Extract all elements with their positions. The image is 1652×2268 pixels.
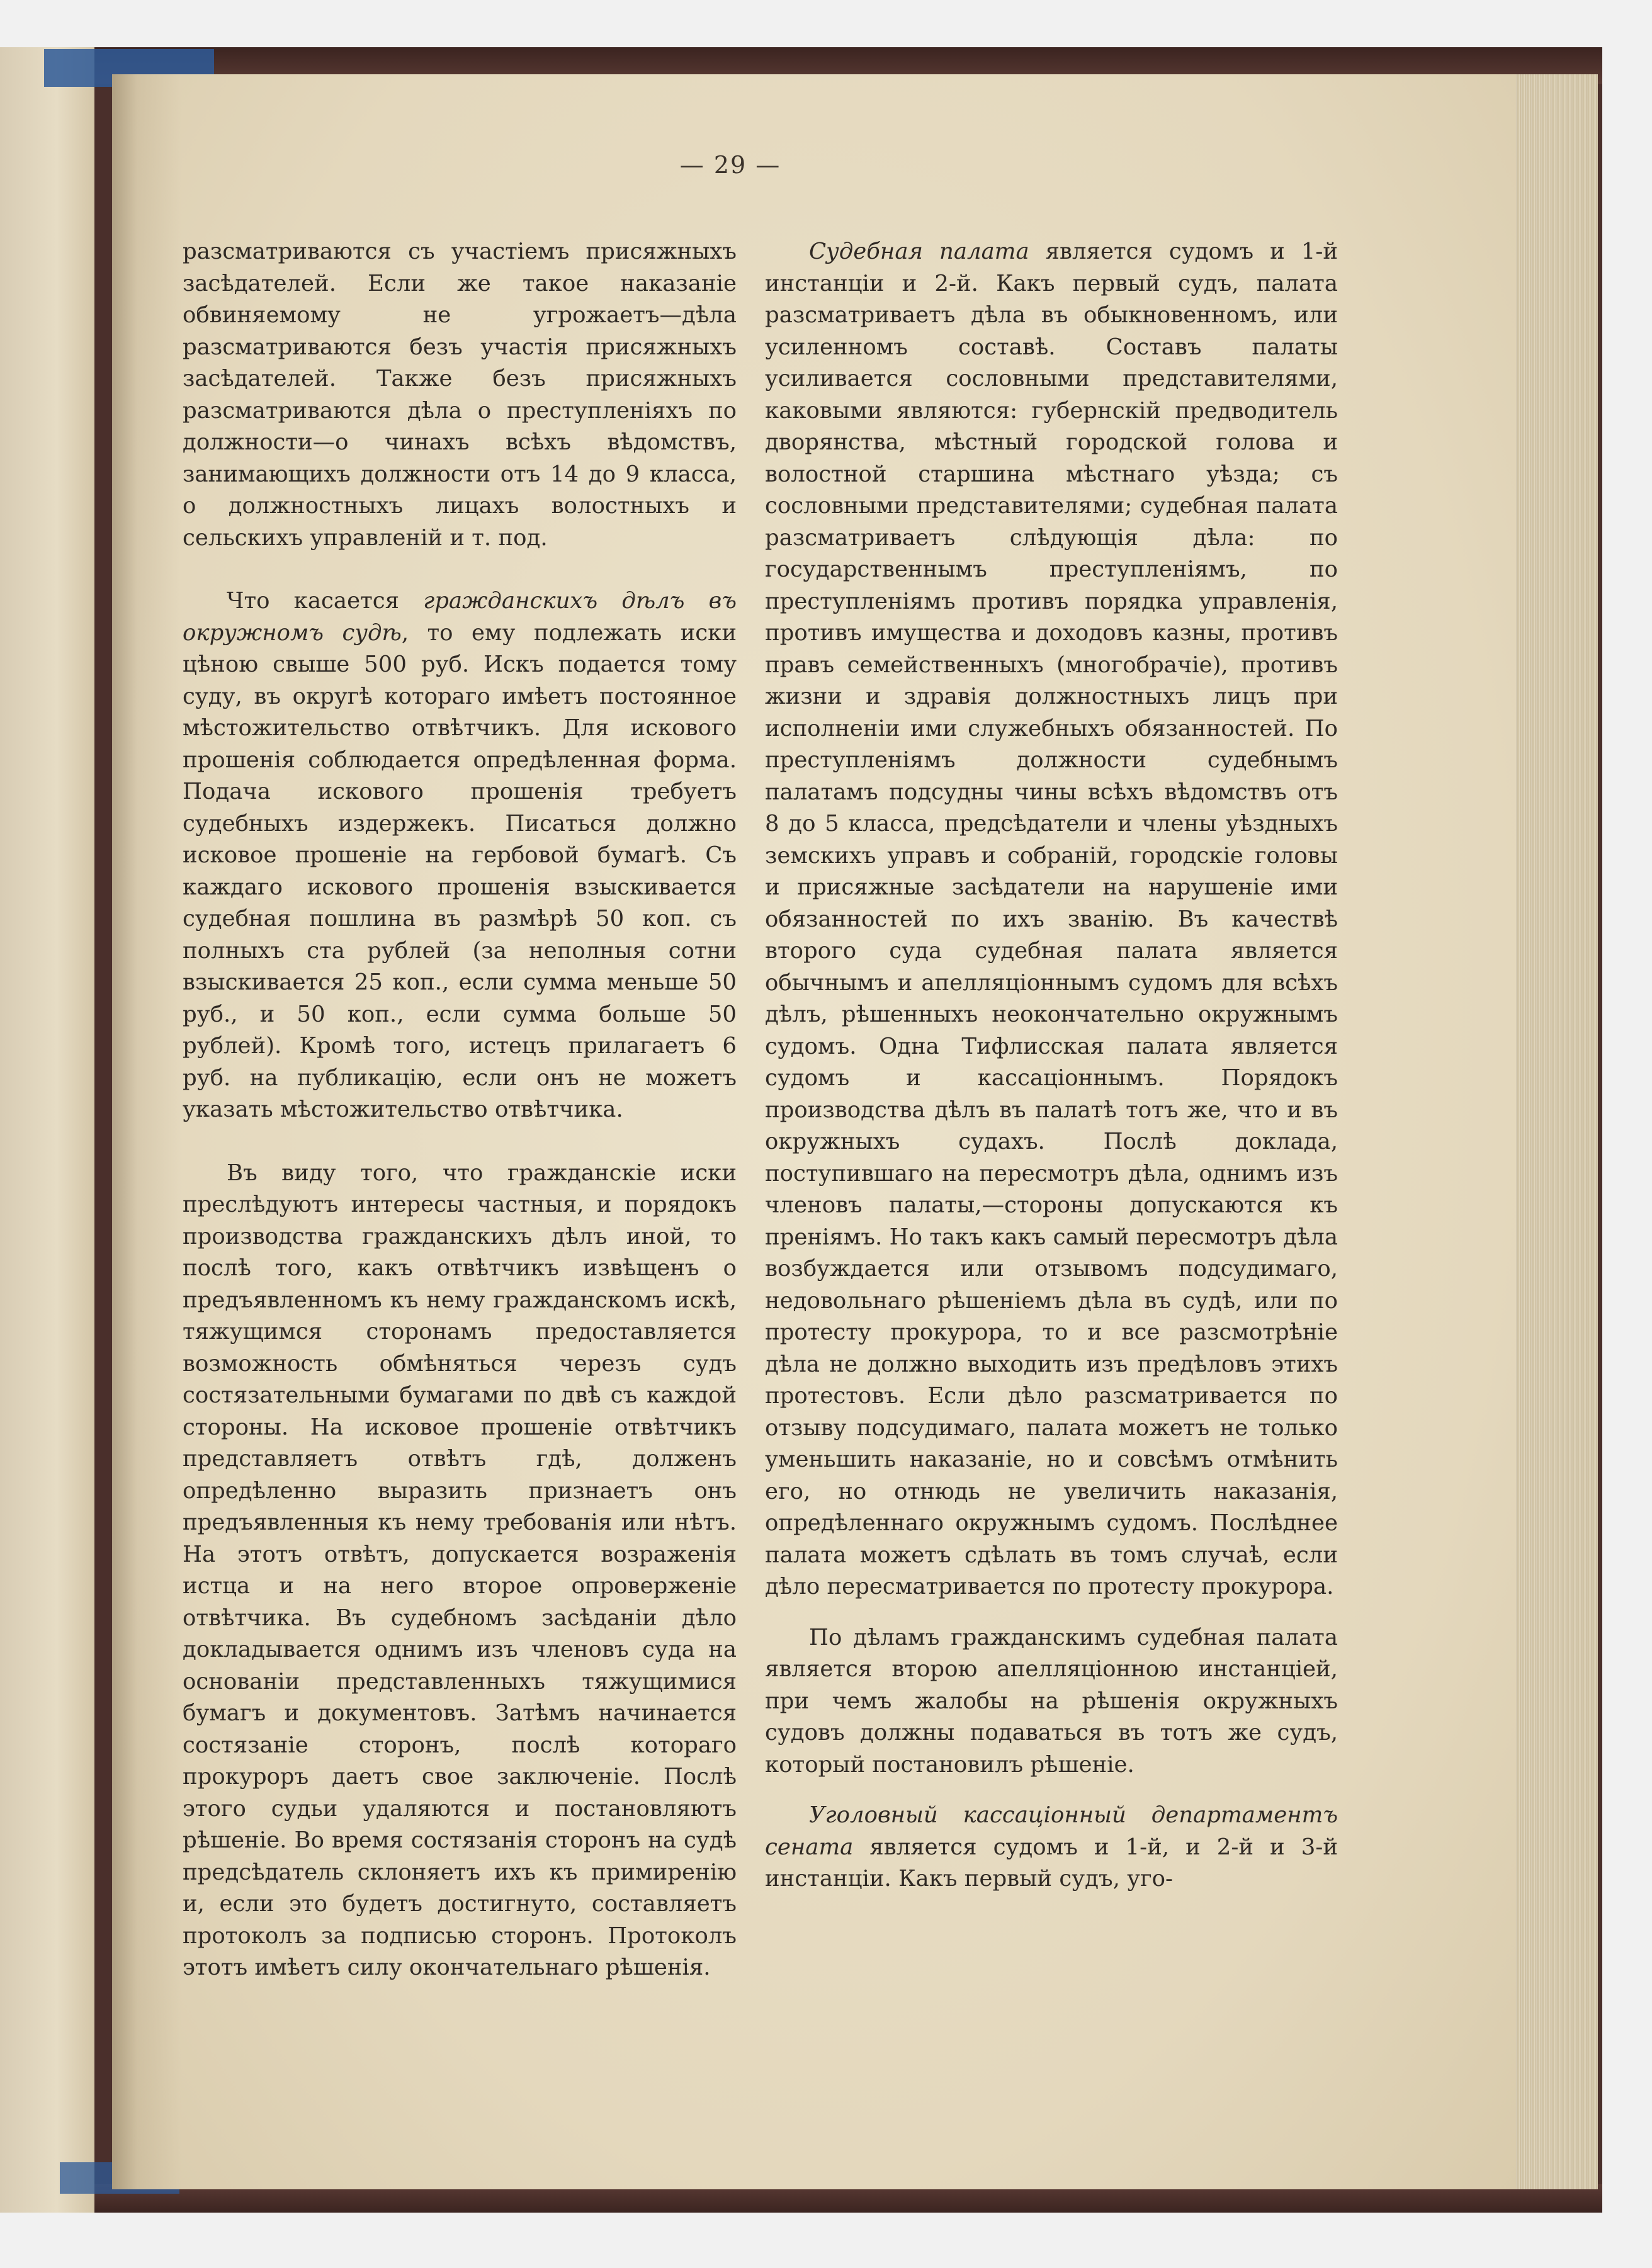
page-stack-edges	[1516, 74, 1598, 2189]
italic-term: Судебная палата	[809, 239, 1029, 264]
paragraph: разсматриваются съ участіемъ присяжныхъ засѣдателей. Если же такое наказаніе обвиняемому не угрожаетъ—дѣла разсматриваются безъ участія присяжныхъ засѣдателей. Также безъ присяжныхъ разсматриваются дѣла о преступленіяхъ по должности—о чинахъ всѣхъ вѣдомствъ, занимающихъ должности отъ 14 до 9 класса, о должностныхъ лицахъ волостныхъ и сельскихъ управленій и т. под.	[183, 239, 737, 551]
paragraph	[183, 585, 737, 1126]
paragraph-lead: Что касается	[227, 588, 424, 614]
paragraph-text: , то ему подлежать иски цѣною свыше 500 руб. Искъ подается тому суду, въ округѣ котораго имѣетъ постоянное мѣстожительство отвѣтчикъ. Для искового прошенія соблюдается опредѣленная форма. Подача искового прошенія требуетъ судебныхъ издержекъ. Писаться должно исковое прошеніе на гербовой бумагѣ. Съ каждаго искового прошенія взыскивается судебная пошлина въ размѣрѣ 50 коп. съ полныхъ ста рублей (за неполныя сотни взыскивается 25 коп., если сумма меньше 50 руб., и 50 коп., если сумма больше 50 рублей). Кромѣ того, истецъ прилагаетъ 6 руб. на публикацію, если онъ не можетъ указать мѣстожительство отвѣтчика.	[183, 619, 737, 1122]
paragraph	[765, 236, 1338, 1603]
page-number: — 29 —	[679, 151, 781, 179]
paragraph	[765, 1800, 1338, 1895]
paragraph: Въ виду того, что гражданскіе иски преслѣдуютъ интересы частныя, и порядокъ производства гражданскихъ дѣлъ иной, то послѣ того, какъ отвѣтчикъ извѣщенъ о предъявленномъ къ нему гражданскомъ искѣ, тяжущимся сторонамъ предоставляется возможность обмѣняться черезъ судъ состязательными бумагами по двѣ съ каждой стороны. На исковое прошеніе отвѣтчикъ представляетъ отвѣтъ гдѣ, долженъ опредѣленно выразить признаетъ онъ предъявленныя къ нему требованія или нѣтъ. На этотъ отвѣтъ, допускается возраженія истца и на него второе опроверженіе отвѣтчика. Въ судебномъ засѣданіи дѣло докладывается однимъ изъ членовъ суда на основаніи представленныхъ тяжущимися бумагъ и документовъ. Затѣмъ начинается состязаніе сторонъ, послѣ котораго прокуроръ даетъ свое заключеніе. Послѣ этого судьи удаляются и постановляютъ рѣшеніе. Во время состязанія сторонъ на судѣ предсѣдатель склоняетъ ихъ къ примиренію и, если это будетъ достигнуто, составляетъ протоколъ за подписью сторонъ. Протоколъ этотъ имѣетъ силу окончательнаго рѣшенія.	[183, 1159, 737, 1980]
paragraph-text: является судомъ и 1-й, и 2-й и 3-й инстанціи. Какъ первый судъ, уго-	[765, 1834, 1338, 1892]
left-text-column	[183, 236, 737, 1984]
paragraph-text: является судомъ и 1-й инстанціи и 2-й. Какъ первый судъ, палата разсматриваетъ дѣла въ обыкновенномъ, или усиленномъ составѣ. Составъ палаты усиливается сословными представителями, каковыми являются: губернскій предводитель дворянства, мѣстный городской голова и волостной старшина мѣстнаго уѣзда; съ сословными представителями; судебная палата разсматриваетъ слѣдующія дѣла: по государственнымъ преступленіямъ, по преступленіямъ противъ порядка управленія, противъ имущества и доходовъ казны, противъ правъ семейственныхъ (многобрачіе), противъ жизни и здравія должностныхъ лицъ при исполненіи ими служебныхъ обязанностей. По преступленіямъ должности судебнымъ палатамъ подсудны чины всѣхъ вѣдомствъ отъ 8 до 5 класса, предсѣдатели и члены уѣздныхъ земскихъ управъ и собраній, городскіе головы и присяжные засѣдатели на нарушеніе ими обязанностей по ихъ званію. Въ качествѣ второго суда судебная палата является обычнымъ и апелляціоннымъ судомъ для всѣхъ дѣлъ, рѣшенныхъ неокончательно окружнымъ судомъ. Одна Тифлисская палата является судомъ и кассаціоннымъ. Порядокъ производства дѣлъ въ палатѣ тотъ же, что и въ окружныхъ судахъ. Послѣ доклада, поступившаго на пересмотръ дѣла, однимъ изъ членовъ палаты,—стороны допускаются къ преніямъ. Но такъ какъ самый пересмотръ дѣла возбуждается или отзывомъ подсудимаго, недовольнаго рѣшеніемъ дѣла въ судѣ, или по протесту прокурора, то и все разсмотрѣніе дѣла не должно выходить изъ предѣловъ этихъ протестовъ. Если дѣло разсматривается по отзыву подсудимаго, палата можетъ не только уменьшить наказаніе, но и совсѣмъ отмѣнить его, но отнюдь не увеличить наказанія, опредѣленнаго окружнымъ судомъ. Послѣднее палата можетъ сдѣлать въ томъ случаѣ, если дѣло пересматривается по протесту прокурора.	[765, 239, 1338, 1599]
right-text-column	[765, 236, 1338, 1895]
italic-term: Уголовный кассаціонный департаментъ сената	[765, 1802, 1338, 1860]
paragraph: По дѣламъ гражданскимъ судебная палата является второю апелляціонною инстанціей, при чемъ жалобы на рѣшенія окружныхъ судовъ должны подаваться въ тотъ же судъ, который постановилъ рѣшеніе.	[765, 1624, 1338, 1778]
italic-term: гражданскихъ дѣлъ въ окружномъ судѣ	[183, 588, 737, 646]
facing-page-edge	[0, 47, 94, 2213]
